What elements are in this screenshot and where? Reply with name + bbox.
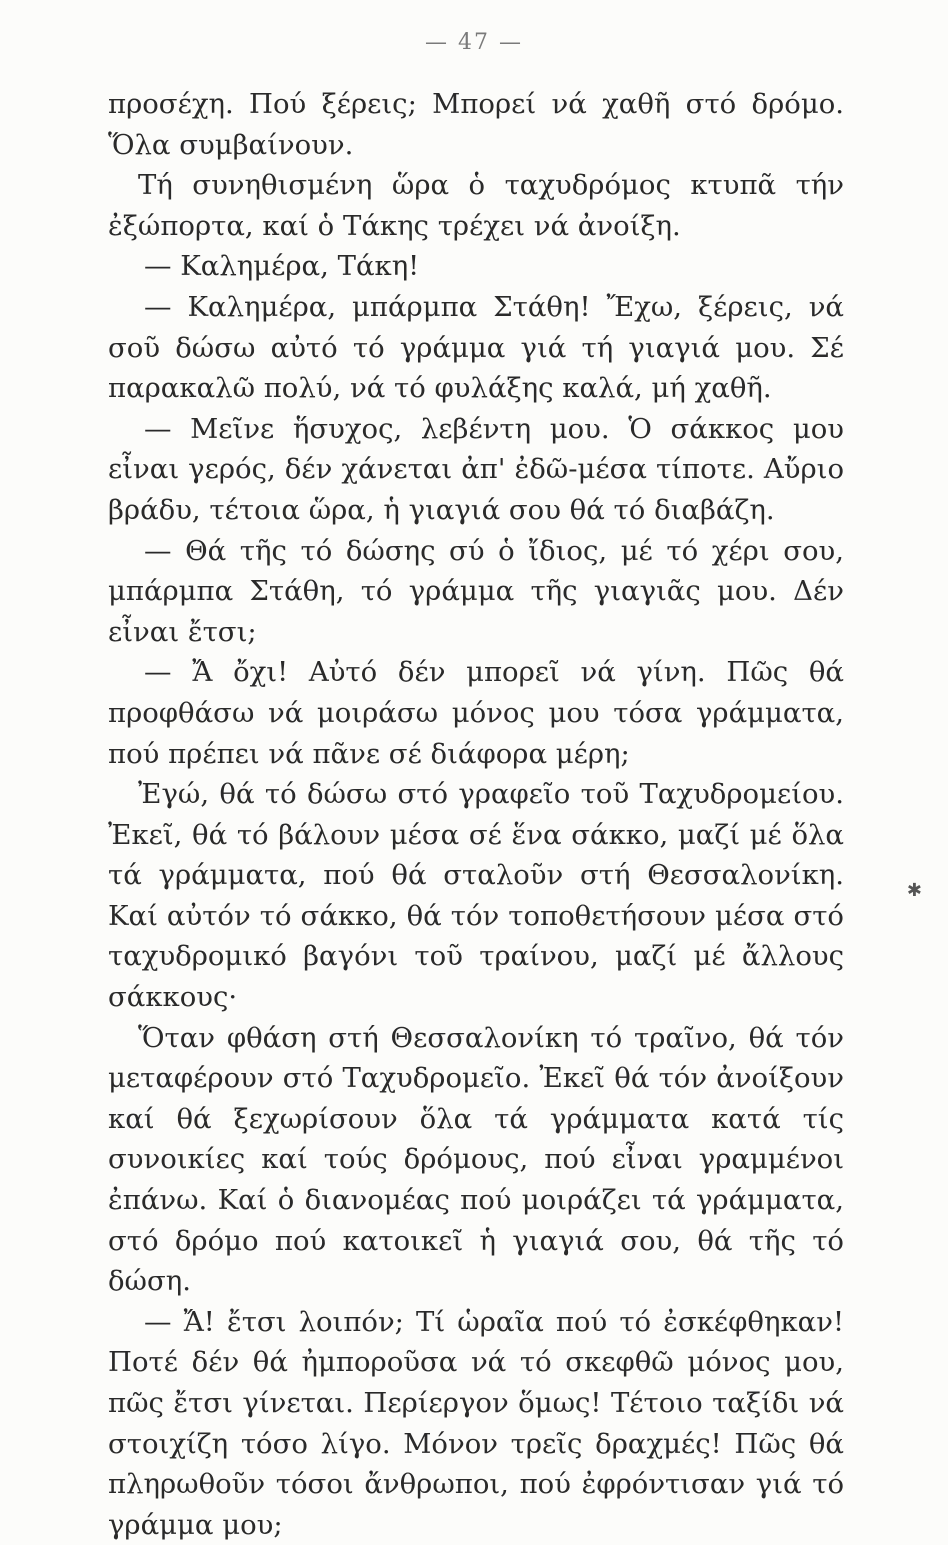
paragraph: Ὅταν φθάση στή Θεσσαλονίκη τό τραῖνο, θά τόν μεταφέρουν στό Ταχυδρομεῖο. Ἐκεῖ θά τόν ἀνοίξουν καί θά ξεχωρίσουν ὅλα τά γράμματα κατά τίς συνοικίες καί τούς δρόμους, πού εἶναι γραμμένοι ἐπάνω. Καί ὁ διανομέας πού μοιράζει τά γράμματα, στό δρόμο πού κατοικεῖ ἡ γιαγιά σου, θά τῆς τό δώση. — [108, 1021, 844, 1298]
margin-mark-icon: ✱ — [906, 880, 922, 901]
page-number: — 47 — — [425, 30, 523, 55]
dialogue-line: — Μεῖνε ἥσυχος, λεβέντη μου. Ὁ σάκκος μου εἶναι γερός, δέν χάνεται ἀπ' ἐδῶ-μέσα τίποτε. Αὔριο βράδυ, τέτοια ὥρα, ἡ γιαγιά σου θά τό διαβάζη. — [108, 412, 844, 526]
dialogue-line: — Καλημέρα, μπάρμπα Στάθη! Ἔχω, ξέρεις, νά σοῦ δώσω αὐτό τό γράμμα γιά τή γιαγιά μου. Σέ παρακαλῶ πολύ, νά τό φυλάξης καλά, μή χαθῆ. — [108, 290, 844, 405]
paragraph: Ἐγώ, θά τό δώσω στό γραφεῖο τοῦ Ταχυδρομείου. Ἐκεῖ, θά τό βάλουν μέσα σέ ἕνα σάκκο, μαζί μέ ὅλα τά γράμματα, πού θά σταλοῦν στή Θεσσαλονίκη. Καί αὐτόν τό σάκκο, θά τόν τοποθετήσουν μέσα στό ταχυδρομικό βαγόνι τοῦ τραίνου, μαζί μέ ἄλλους σάκκους· — [108, 778, 844, 1014]
dialogue-line: — Καλημέρα, Τάκη! — [144, 250, 420, 283]
page-body-text — [108, 84, 844, 1545]
dialogue-line: — Ἄ ὄχι! Αὐτό δέν μπορεῖ νά γίνη. Πῶς θά προφθάσω νά μοιράσω μόνος μου τόσα γράμματα, πού πρέπει νά πᾶνε σέ διάφορα μέρη; — [108, 656, 844, 770]
dialogue-line: — Θά τῆς τό δώσης σύ ὁ ἴδιος, μέ τό χέρι σου, μπάρμπα Στάθη, τό γράμμα τῆς γιαγιᾶς μου. Δέν εἶναι ἔτσι; — [108, 534, 844, 648]
paragraph: Τή συνηθισμένη ὥρα ὁ ταχυδρόμος κτυπᾶ τήν ἐξώπορτα, καί ὁ Τάκης τρέχει νά ἀνοίξη. — [108, 169, 844, 242]
paragraph: προσέχη. Πού ξέρεις; Μπορεί νά χαθῆ στό δρόμο. Ὅλα συμβαίνουν. — [108, 88, 844, 161]
dialogue-line: — Ἄ! ἔτσι λοιπόν; Τί ὡραῖα πού τό ἐσκέφθηκαν! Ποτέ δέν θά ἠμποροῦσα νά τό σκεφθῶ μόνος μου, πῶς ἔτσι γίνεται. Περίεργον ὅμως! Τέτοιο ταξίδι νά στοιχίζη τόσο λίγο. Μόνον τρεῖς δραχμές! Πῶς θά πληρωθοῦν τόσοι ἄνθρωποι, πού ἐφρόντισαν γιά τό γράμμα μου; — [108, 1305, 844, 1541]
